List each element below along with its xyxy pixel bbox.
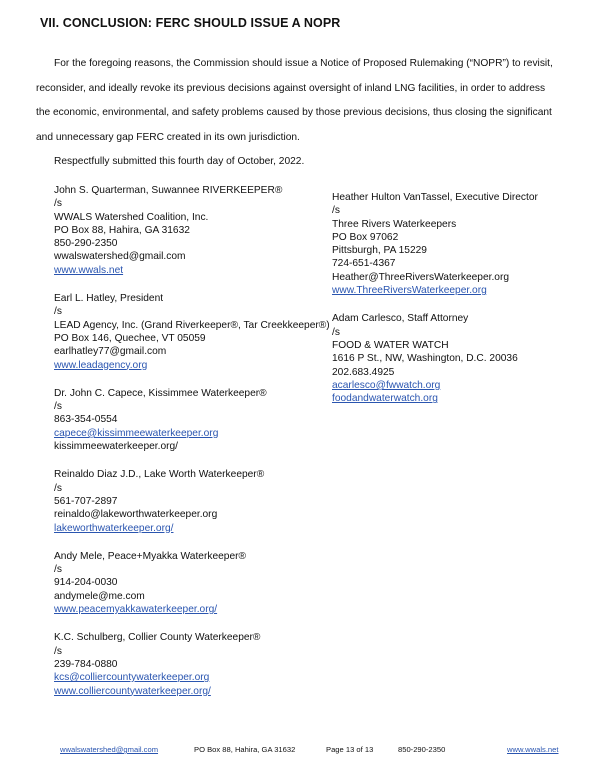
signatory-link[interactable]: foodandwaterwatch.org	[332, 393, 438, 405]
signatory-line: Pittsburgh, PA 15229	[332, 245, 427, 257]
signatory-line: Andy Mele, Peace+Myakka Waterkeeper®	[54, 550, 247, 562]
signatory-line: /s	[54, 645, 62, 657]
signatory-block	[54, 292, 330, 372]
signatory-line: 724-651-4367	[332, 258, 396, 270]
signatory-line: John S. Quarterman, Suwannee RIVERKEEPER®	[54, 185, 283, 196]
signatory-line: 1616 P St., NW, Washington, D.C. 20036	[332, 353, 518, 365]
signatory-line: wwalswatershed@gmail.com	[54, 251, 186, 263]
signatory-line: WWALS Watershed Coalition, Inc.	[54, 211, 209, 223]
signatory-line: 914-204-0030	[54, 577, 118, 589]
signatory-line: 202.683.4925	[332, 366, 395, 378]
signatory-line: earlhatley77@gmail.com	[54, 346, 167, 358]
signatory-line: Reinaldo Diaz J.D., Lake Worth Waterkeeper®	[54, 469, 265, 481]
signatory-block	[54, 631, 324, 697]
signatory-line: 561-707-2897	[54, 495, 118, 507]
signatory-line: PO Box 97062	[332, 231, 399, 243]
signatory-link[interactable]: www.leadagency.org	[54, 359, 148, 371]
signatory-link[interactable]: capece@kissimmeewaterkeeper.org	[54, 427, 219, 439]
signatories-left-column	[54, 184, 330, 713]
signatory-line: andymele@me.com	[54, 590, 145, 602]
signatory-line: /s	[332, 326, 340, 338]
signatory-link[interactable]: www.wwals.net	[54, 264, 124, 276]
signatory-block	[332, 191, 572, 297]
signatory-link[interactable]: lakeworthwaterkeeper.org/	[54, 522, 174, 534]
conclusion-paragraph: For the foregoing reasons, the Commission should issue a Notice of Proposed Rulemaking (“NOPR”) to revisit, reconsider, and ideally revoke its previous decisions against oversight of inland LNG facilities, in order to address the economic, environmental, and safety problems caused by those previous decisions, thus closing the significant and unnecessary gap FERC created in its own jurisdiction.	[36, 58, 553, 143]
signatory-line: 850-290-2350	[54, 238, 118, 250]
signatories-right-column	[332, 191, 572, 420]
signatory-link[interactable]: www.colliercountywaterkeeper.org/	[54, 685, 211, 697]
signatory-link[interactable]: www.peacemyakkawaterkeeper.org/	[54, 604, 218, 616]
signatory-line: PO Box 146, Quechee, VT 05059	[54, 332, 206, 344]
footer-phone: 850-290-2350	[398, 745, 446, 754]
signatory-line: PO Box 88, Hahira, GA 31632	[54, 224, 190, 236]
signatory-line: Heather@ThreeRiversWaterkeeper.org	[332, 271, 509, 283]
footer-page-number: Page 13 of 13	[326, 745, 374, 754]
signatory-line: Adam Carlesco, Staff Attorney	[332, 313, 469, 325]
signatory-block	[54, 184, 324, 277]
signatory-link[interactable]: kcs@colliercountywaterkeeper.org	[54, 672, 210, 684]
signatory-line: /s	[54, 306, 62, 318]
signatory-line: Earl L. Hatley, President	[54, 293, 164, 305]
signatory-line: 239-784-0880	[54, 658, 118, 670]
signatory-line: reinaldo@lakeworthwaterkeeper.org	[54, 509, 218, 521]
footer-address: PO Box 88, Hahira, GA 31632	[194, 745, 296, 754]
signatory-line: FOOD & WATER WATCH	[332, 339, 449, 351]
signatory-line: K.C. Schulberg, Collier County Waterkeeper®	[54, 632, 261, 644]
signatory-line: Three Rivers Waterkeepers	[332, 218, 457, 230]
signatory-line: /s	[332, 205, 340, 217]
footer-website-link[interactable]: www.wwals.net	[507, 745, 559, 754]
section-heading: VII. CONCLUSION: FERC SHOULD ISSUE A NOPR	[40, 16, 341, 30]
signatory-line: kissimmeewaterkeeper.org/	[54, 441, 178, 453]
submission-date-line: Respectfully submitted this fourth day of October, 2022.	[54, 156, 305, 167]
signatory-line: Heather Hulton VanTassel, Executive Director	[332, 192, 538, 203]
signatory-block	[54, 387, 324, 453]
signatory-block	[54, 468, 324, 534]
page-footer	[0, 745, 600, 757]
signatory-line: /s	[54, 401, 62, 413]
signatory-line: 863-354-0554	[54, 414, 118, 426]
signatory-link[interactable]: acarlesco@fwwatch.org	[332, 379, 441, 391]
signatory-block	[332, 312, 572, 405]
signatory-line: /s	[54, 482, 62, 494]
signatory-link[interactable]: www.ThreeRiversWaterkeeper.org	[332, 285, 487, 297]
footer-email-link[interactable]: wwalswatershed@gmail.com	[60, 745, 159, 754]
signatory-line: LEAD Agency, Inc. (Grand Riverkeeper®, Tar Creekkeeper®)	[54, 319, 330, 331]
signatory-line: Dr. John C. Capece, Kissimmee Waterkeeper®	[54, 387, 267, 399]
signatory-block	[54, 550, 324, 616]
signatory-line: /s	[54, 564, 62, 576]
signatory-line: /s	[54, 198, 62, 210]
